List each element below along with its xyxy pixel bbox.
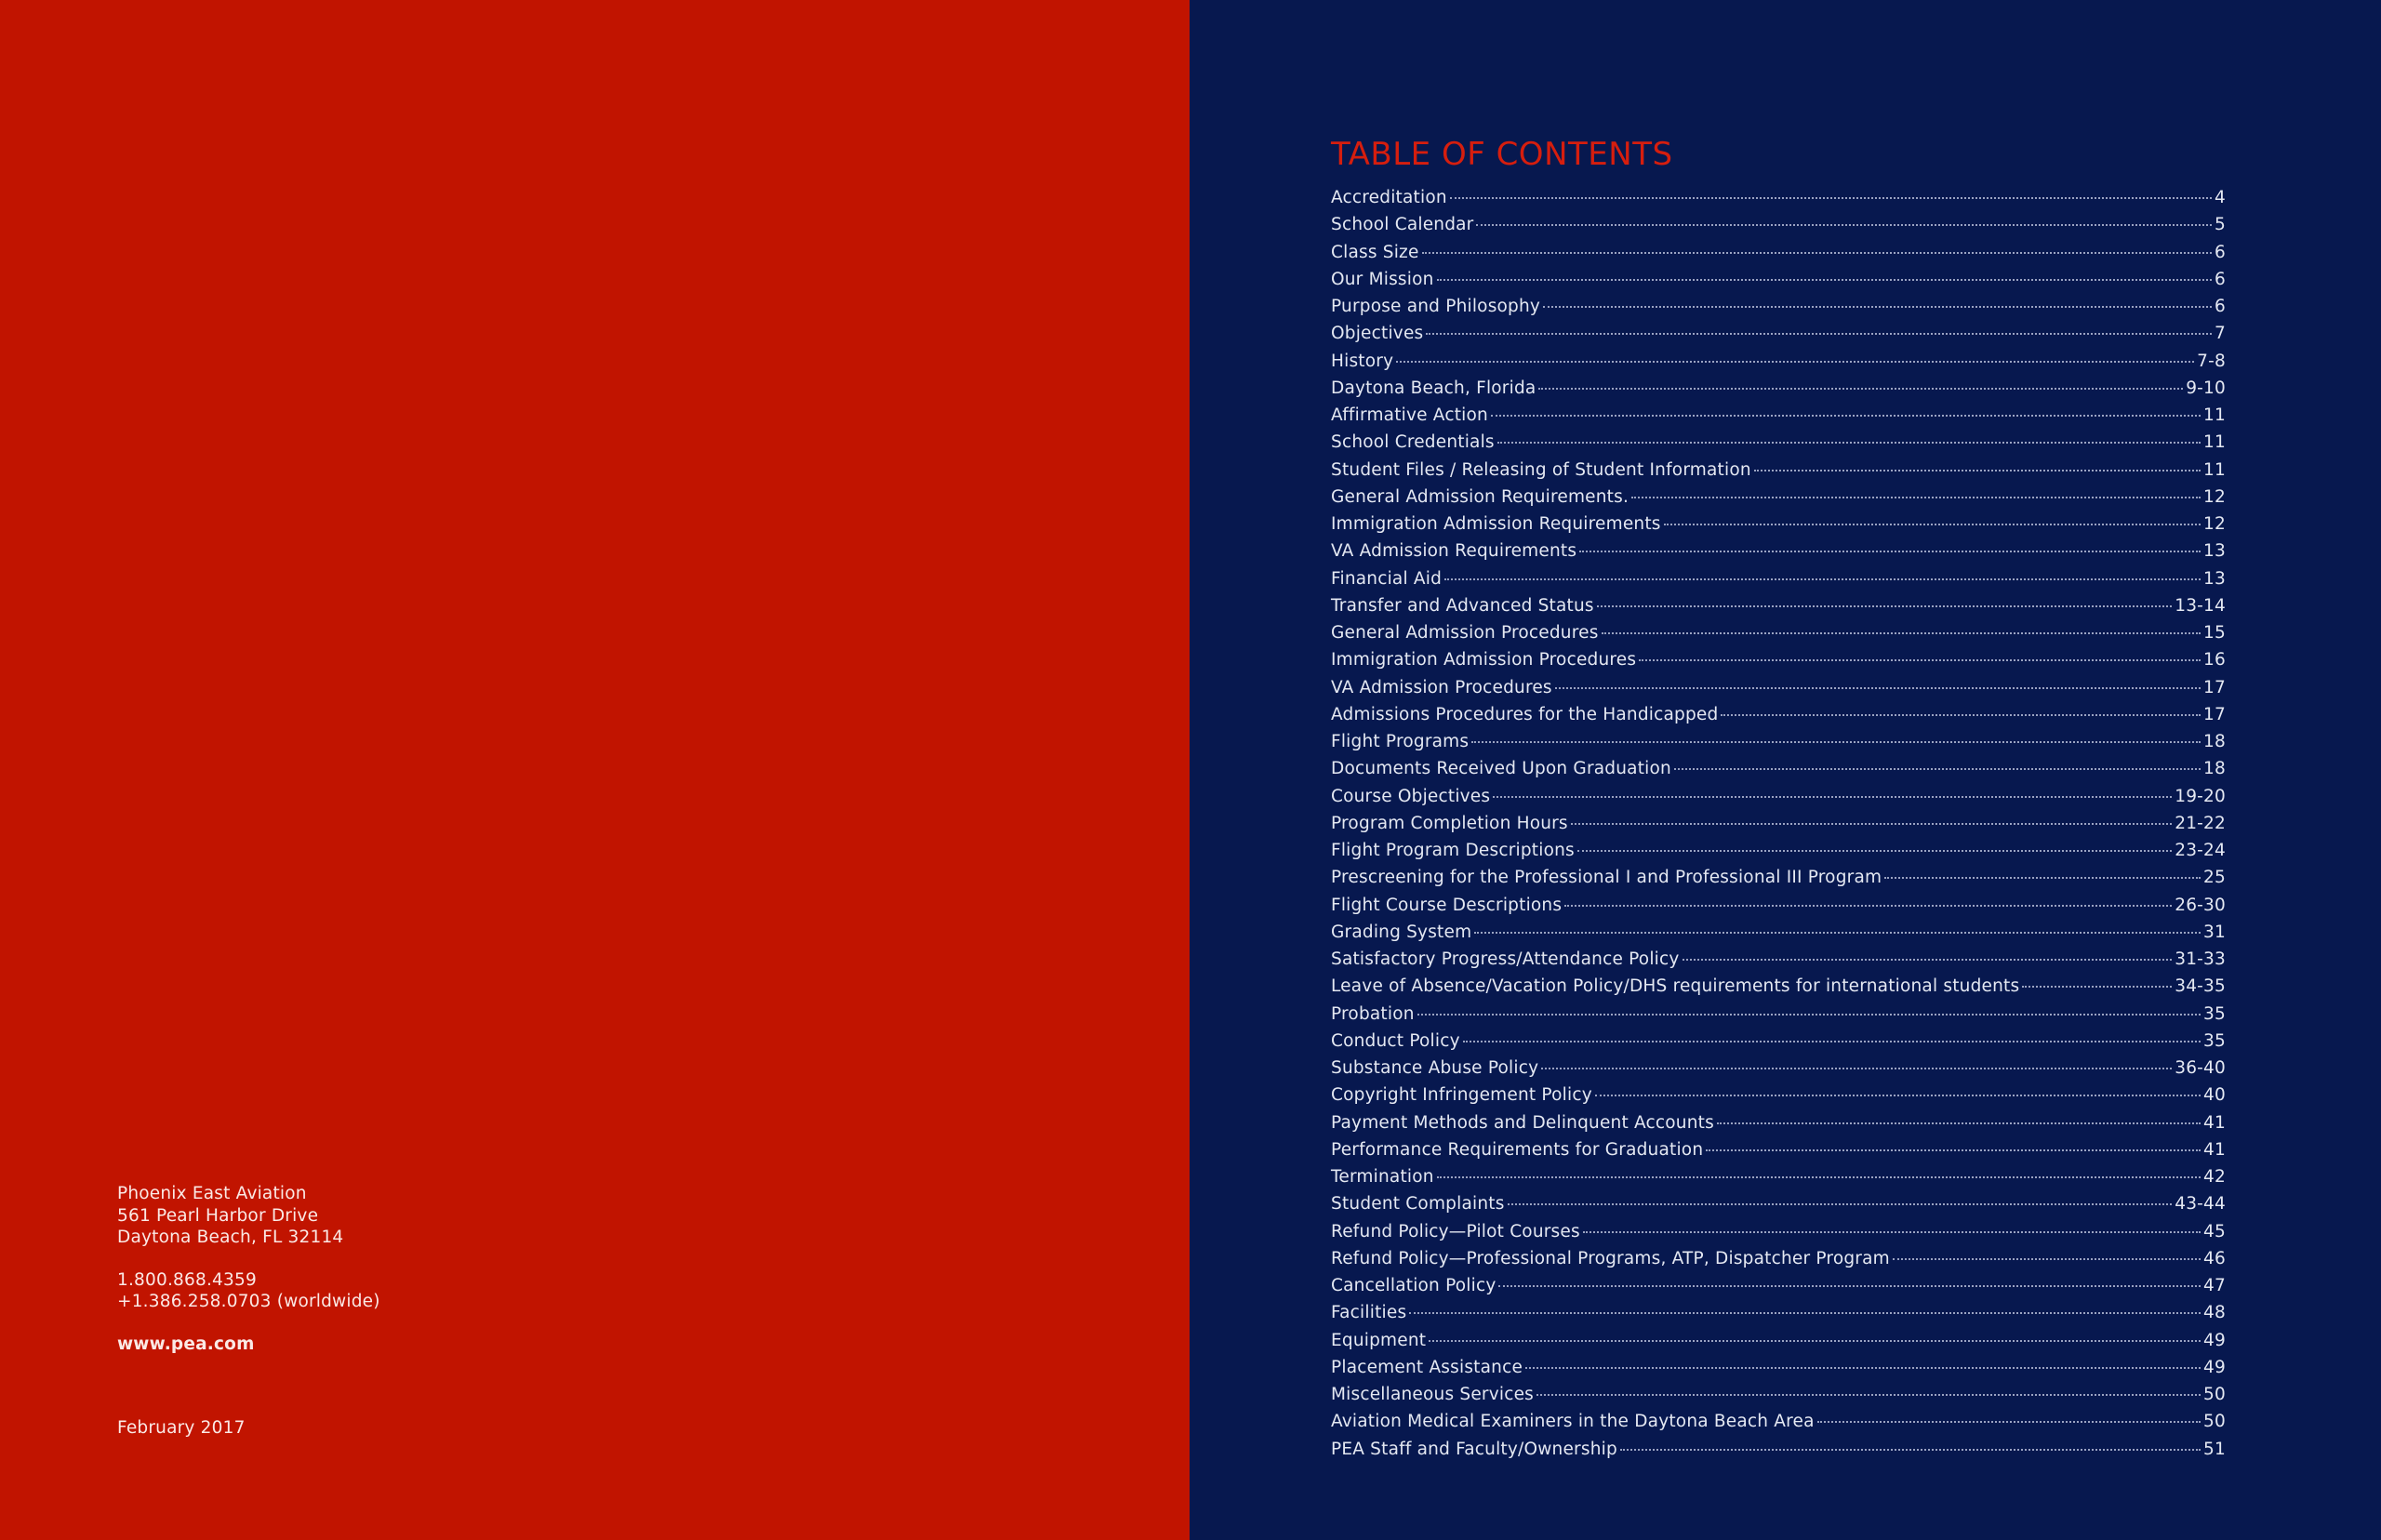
toc-list [1331, 188, 2226, 1467]
toc-entry-page: 5 [2215, 215, 2226, 235]
toc-entry[interactable] [1331, 623, 2226, 650]
toc-entry-page: 6 [2215, 242, 2226, 262]
organization-name: Phoenix East Aviation [117, 1184, 307, 1203]
toc-entry-label: Refund Policy—Professional Programs, ATP, Dispatcher Program [1331, 1248, 1890, 1268]
toc-dot-leader [1597, 605, 2172, 607]
toc-entry-page: 11 [2203, 459, 2226, 480]
toc-dot-leader [1437, 279, 2212, 281]
toc-entry[interactable] [1331, 378, 2226, 405]
toc-entry-page: 36-40 [2175, 1058, 2226, 1078]
toc-entry-page: 13 [2203, 541, 2226, 562]
toc-dot-leader [1817, 1421, 2201, 1423]
toc-dot-leader [1497, 442, 2201, 444]
toc-entry-label: Admissions Procedures for the Handicapped [1331, 704, 1719, 724]
toc-entry-label: School Calendar [1331, 215, 1474, 235]
toc-entry-label: Immigration Admission Requirements [1331, 514, 1661, 534]
toc-entry-label: History [1331, 351, 1394, 371]
toc-entry[interactable] [1331, 188, 2226, 215]
toc-dot-leader [1706, 1149, 2201, 1151]
toc-entry-page: 21-22 [2175, 813, 2226, 833]
toc-dot-leader [1471, 741, 2201, 743]
toc-entry-label: Affirmative Action [1331, 405, 1488, 425]
phone-worldwide: +1.386.258.0703 (worldwide) [117, 1292, 380, 1311]
toc-entry-label: Cancellation Policy [1331, 1276, 1496, 1295]
toc-dot-leader [1620, 1449, 2201, 1451]
toc-dot-leader [1579, 551, 2201, 552]
toc-entry-page: 49 [2203, 1357, 2226, 1377]
toc-entry-label: Objectives [1331, 324, 1424, 344]
toc-entry[interactable] [1331, 596, 2226, 623]
toc-entry-page: 49 [2203, 1330, 2226, 1350]
contact-block [117, 1183, 380, 1438]
toc-entry[interactable] [1331, 1194, 2226, 1221]
toc-dot-leader [1893, 1258, 2201, 1260]
toc-dot-leader [1429, 1340, 2201, 1342]
toc-entry[interactable] [1331, 787, 2226, 814]
toc-entry-label: Accreditation [1331, 188, 1447, 207]
toc-entry-label: Flight Program Descriptions [1331, 841, 1575, 860]
toc-dot-leader [1583, 1231, 2201, 1233]
toc-entry-page: 41 [2203, 1139, 2226, 1160]
toc-entry[interactable] [1331, 243, 2226, 270]
toc-entry-page: 25 [2203, 868, 2226, 888]
toc-entry-label: Immigration Admission Procedures [1331, 650, 1637, 670]
toc-dot-leader [1437, 1176, 2201, 1178]
toc-dot-leader [1426, 333, 2212, 335]
toc-entry-page: 7 [2215, 324, 2226, 344]
toc-dot-leader [1491, 415, 2201, 417]
toc-dot-leader [1571, 823, 2172, 825]
toc-entry[interactable] [1331, 324, 2226, 351]
toc-entry[interactable] [1331, 923, 2226, 949]
toc-entry[interactable] [1331, 1058, 2226, 1085]
toc-entry-page: 31 [2203, 922, 2226, 942]
toc-entry-label: Facilities [1331, 1303, 1407, 1323]
toc-entry[interactable] [1331, 1031, 2226, 1058]
toc-entry-page: 12 [2203, 514, 2226, 534]
toc-dot-leader [1476, 224, 2212, 226]
toc-entry-label: Flight Course Descriptions [1331, 895, 1563, 915]
toc-entry-label: Conduct Policy [1331, 1030, 1460, 1051]
toc-entry-page: 11 [2203, 432, 2226, 453]
toc-entry-page: 50 [2203, 1412, 2226, 1432]
toc-entry[interactable] [1331, 487, 2226, 514]
left-page-panel [0, 0, 1190, 1540]
toc-entry[interactable] [1331, 215, 2226, 242]
toc-entry-page: 46 [2203, 1248, 2226, 1268]
address-line-2: Daytona Beach, FL 32114 [117, 1228, 344, 1247]
toc-entry-page: 17 [2203, 677, 2226, 697]
toc-entry-label: School Credentials [1331, 432, 1495, 453]
website-link[interactable]: www.pea.com [117, 1334, 255, 1354]
toc-entry[interactable] [1331, 1412, 2226, 1439]
toc-dot-leader [1409, 1312, 2201, 1314]
toc-entry[interactable] [1331, 1004, 2226, 1031]
toc-entry-label: Copyright Infringement Policy [1331, 1085, 1592, 1106]
toc-entry-label: Transfer and Advanced Status [1331, 595, 1594, 616]
toc-dot-leader [1543, 306, 2212, 308]
toc-dot-leader [1595, 1095, 2201, 1096]
toc-dot-leader [1674, 768, 2201, 770]
phone-number: 1.800.868.4359 [117, 1269, 257, 1290]
toc-entry[interactable] [1331, 705, 2226, 732]
toc-entry-label: Student Complaints [1331, 1194, 1505, 1215]
toc-entry-page: 17 [2203, 704, 2226, 724]
toc-entry-page: 48 [2203, 1303, 2226, 1323]
toc-dot-leader [1631, 497, 2201, 498]
toc-entry[interactable] [1331, 732, 2226, 759]
toc-entry-page: 18 [2203, 759, 2226, 779]
toc-entry-label: Payment Methods and Delinquent Accounts [1331, 1112, 1714, 1133]
toc-entry[interactable] [1331, 405, 2226, 432]
toc-entry-page: 42 [2203, 1167, 2226, 1187]
toc-entry[interactable] [1331, 841, 2226, 868]
toc-entry-page: 19-20 [2175, 786, 2226, 806]
toc-entry-page: 9-10 [2186, 378, 2226, 398]
address-line-1: 561 Pearl Harbor Drive [117, 1205, 319, 1226]
toc-dot-leader [1602, 632, 2201, 634]
toc-entry[interactable] [1331, 569, 2226, 596]
toc-entry[interactable] [1331, 949, 2226, 976]
toc-entry-label: Flight Programs [1331, 732, 1470, 751]
toc-entry-label: Performance Requirements for Graduation [1331, 1139, 1704, 1160]
toc-entry-page: 12 [2203, 486, 2226, 507]
toc-entry-page: 11 [2203, 405, 2226, 425]
toc-entry-label: Termination [1331, 1167, 1434, 1187]
toc-entry-label: Grading System [1331, 922, 1472, 942]
toc-entry-page: 34-35 [2175, 976, 2226, 997]
toc-title: TABLE OF CONTENTS [1331, 136, 1673, 173]
toc-dot-leader [1538, 388, 2183, 390]
toc-entry-page: 13 [2203, 568, 2226, 589]
toc-entry[interactable] [1331, 1222, 2226, 1249]
toc-entry-label: Our Mission [1331, 269, 1434, 289]
toc-dot-leader [1564, 905, 2172, 907]
toc-entry-page: 6 [2215, 269, 2226, 289]
toc-entry-label: Refund Policy—Pilot Courses [1331, 1221, 1580, 1241]
toc-entry[interactable] [1331, 896, 2226, 923]
toc-entry-label: Equipment [1331, 1330, 1427, 1350]
toc-entry-label: Aviation Medical Examiners in the Daytona Beach Area [1331, 1412, 1815, 1432]
toc-entry[interactable] [1331, 1140, 2226, 1167]
toc-dot-leader [1422, 252, 2212, 254]
toc-entry[interactable] [1331, 1303, 2226, 1330]
toc-entry[interactable] [1331, 1331, 2226, 1358]
toc-dot-leader [1474, 932, 2201, 934]
toc-entry[interactable] [1331, 1440, 2226, 1467]
toc-entry-page: 15 [2203, 623, 2226, 643]
toc-entry-label: VA Admission Procedures [1331, 677, 1552, 697]
toc-entry[interactable] [1331, 352, 2226, 378]
toc-entry-page: 13-14 [2175, 595, 2226, 616]
toc-dot-leader [1463, 1041, 2201, 1042]
toc-dot-leader [1444, 578, 2201, 580]
toc-entry[interactable] [1331, 297, 2226, 324]
toc-dot-leader [2022, 986, 2172, 988]
toc-entry-label: Prescreening for the Professional I and Professional III Program [1331, 868, 1882, 888]
toc-entry-label: Class Size [1331, 242, 1419, 262]
toc-entry[interactable] [1331, 1358, 2226, 1385]
toc-entry-label: Probation [1331, 1003, 1415, 1024]
toc-dot-leader [1498, 1285, 2201, 1287]
spacer [117, 1313, 380, 1334]
toc-entry[interactable] [1331, 650, 2226, 677]
toc-entry-label: PEA Staff and Faculty/Ownership [1331, 1439, 1617, 1459]
toc-entry[interactable] [1331, 1113, 2226, 1140]
toc-entry-page: 43-44 [2175, 1194, 2226, 1215]
toc-dot-leader [1683, 959, 2173, 961]
toc-entry-page: 35 [2203, 1003, 2226, 1024]
toc-entry-label: Leave of Absence/Vacation Policy/DHS requirements for international students [1331, 976, 2020, 997]
toc-entry-page: 16 [2203, 650, 2226, 670]
toc-entry-page: 31-33 [2175, 949, 2226, 969]
toc-entry-page: 7-8 [2197, 351, 2226, 371]
toc-dot-leader [1721, 714, 2201, 716]
toc-dot-leader [1577, 850, 2172, 852]
toc-dot-leader [1508, 1203, 2173, 1205]
toc-entry[interactable] [1331, 759, 2226, 786]
toc-entry-page: 47 [2203, 1276, 2226, 1295]
toc-dot-leader [1396, 361, 2194, 363]
toc-entry-label: Satisfactory Progress/Attendance Policy [1331, 949, 1680, 969]
toc-dot-leader [1541, 1068, 2172, 1069]
toc-dot-leader [1417, 1014, 2201, 1016]
toc-dot-leader [1884, 877, 2201, 879]
toc-dot-leader [1754, 470, 2201, 471]
toc-entry[interactable] [1331, 678, 2226, 705]
toc-dot-leader [1525, 1367, 2201, 1369]
toc-entry-page: 26-30 [2175, 895, 2226, 915]
toc-entry-label: Student Files / Releasing of Student Information [1331, 459, 1751, 480]
toc-entry[interactable] [1331, 976, 2226, 1003]
toc-dot-leader [1664, 524, 2201, 525]
toc-entry-label: Financial Aid [1331, 568, 1443, 589]
toc-entry-label: General Admission Procedures [1331, 623, 1599, 643]
toc-entry-label: Course Objectives [1331, 786, 1491, 806]
toc-entry[interactable] [1331, 1249, 2226, 1276]
toc-entry-page: 4 [2215, 188, 2226, 207]
toc-entry-page: 50 [2203, 1385, 2226, 1404]
toc-entry[interactable] [1331, 432, 2226, 459]
toc-dot-leader [1555, 687, 2201, 689]
toc-entry-label: VA Admission Requirements [1331, 541, 1577, 562]
toc-entry[interactable] [1331, 1385, 2226, 1412]
toc-entry[interactable] [1331, 460, 2226, 487]
toc-entry[interactable] [1331, 1276, 2226, 1303]
toc-entry-page: 23-24 [2175, 841, 2226, 860]
toc-dot-leader [1717, 1122, 2201, 1124]
toc-entry-page: 40 [2203, 1085, 2226, 1106]
toc-entry-label: Miscellaneous Services [1331, 1385, 1534, 1404]
toc-entry-page: 35 [2203, 1030, 2226, 1051]
toc-entry[interactable] [1331, 814, 2226, 841]
spacer [117, 1249, 380, 1269]
toc-dot-leader [1493, 796, 2172, 798]
toc-dot-leader [1450, 197, 2212, 199]
toc-entry-label: General Admission Requirements. [1331, 486, 1629, 507]
toc-entry-page: 6 [2215, 297, 2226, 316]
toc-entry-label: Documents Received Upon Graduation [1331, 759, 1671, 779]
toc-dot-leader [1639, 659, 2201, 661]
toc-entry[interactable] [1331, 514, 2226, 541]
toc-entry-page: 18 [2203, 732, 2226, 751]
toc-entry[interactable] [1331, 541, 2226, 568]
toc-entry-page: 41 [2203, 1112, 2226, 1133]
toc-dot-leader [1536, 1394, 2201, 1396]
toc-entry-page: 45 [2203, 1221, 2226, 1241]
toc-entry[interactable] [1331, 868, 2226, 895]
toc-entry-label: Substance Abuse Policy [1331, 1058, 1539, 1078]
toc-entry[interactable] [1331, 1085, 2226, 1112]
toc-entry-label: Placement Assistance [1331, 1357, 1523, 1377]
toc-entry[interactable] [1331, 270, 2226, 297]
publication-date: February 2017 [117, 1418, 246, 1438]
toc-entry-page: 51 [2203, 1439, 2226, 1459]
toc-entry-label: Program Completion Hours [1331, 813, 1568, 833]
toc-entry-label: Purpose and Philosophy [1331, 297, 1541, 316]
toc-entry-label: Daytona Beach, Florida [1331, 378, 1536, 398]
toc-entry[interactable] [1331, 1167, 2226, 1194]
